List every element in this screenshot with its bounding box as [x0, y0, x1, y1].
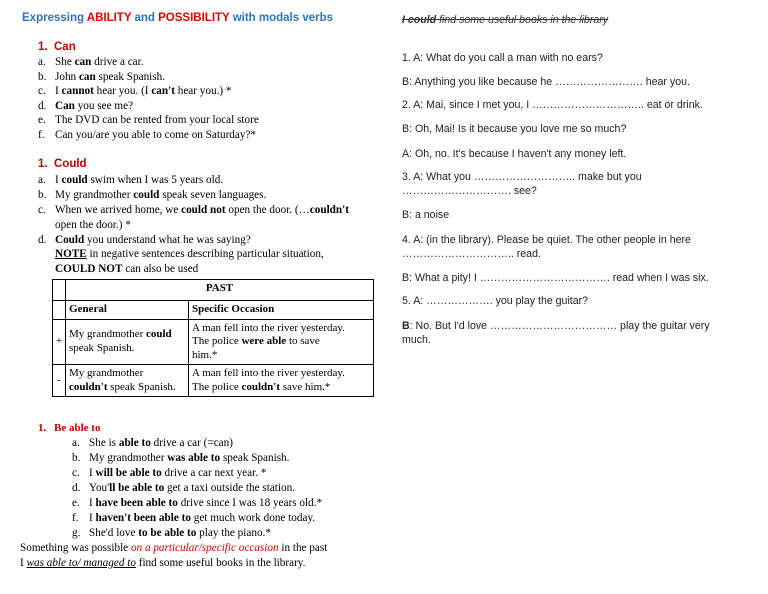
can-list [38, 55, 259, 142]
exercise-5-b-cont: much. [402, 334, 431, 346]
exercise-5-b: B: No. But I'd love ……………………………… play the guitar very [402, 320, 710, 332]
list-item: f. I haven't been able to get much work done today. [72, 512, 316, 524]
list-item: c. I will be able to drive a car next year. * [72, 467, 267, 479]
list-marker: e. [72, 497, 80, 509]
exercise-4-b: B: What a pity! I ………………………………. read when I was six. [402, 272, 709, 284]
exercise-1-a: 1. A: What do you call a man with no ears? [402, 52, 603, 64]
could-item-c-cont: open the door.) * [55, 219, 131, 231]
could-item-b: b. My grandmother could speak seven languages. [38, 189, 267, 201]
list-item: e. I have been able to drive since I was 18 years old.* [72, 497, 323, 509]
exercise-5-a: 5. A: ………………. you play the guitar? [402, 295, 589, 307]
exercise-4-a: 4. A: (in the library). Please be quiet. The other people in here [402, 234, 691, 246]
list-marker: c. [72, 467, 80, 479]
list-marker: f. [38, 128, 45, 141]
strikethrough-sentence: I could find some useful books in the library [402, 14, 609, 26]
list-item: e. The DVD can be rented from your local store [38, 114, 259, 126]
heading-could: 1. Could [38, 158, 87, 170]
exercise-4-a-cont: ………………………….. read. [402, 248, 541, 260]
table-cell: A man fell into the river yesterday. The police were able to save him.* [189, 319, 374, 365]
exercise-2-c: A: Oh, no. It's because I haven't any money left. [402, 148, 627, 160]
could-note: NOTE in negative sentences describing particular situation, [55, 248, 324, 260]
table-cell: My grandmother couldn't speak Spanish. [66, 365, 189, 397]
table-empty-cell [53, 301, 66, 320]
list-marker: b. [38, 70, 47, 83]
list-marker: a. [38, 56, 46, 68]
table-header-specific: Specific Occasion [189, 301, 374, 320]
exercise-3-a: 3. A: What you ……………………….. make but you [402, 171, 642, 183]
footer-line-2: I was able to/ managed to find some useful books in the library. [20, 557, 306, 569]
exercise-1-b: B: Anything you like because he ……………………. hear you. [402, 76, 690, 88]
exercise-2-b: B: Oh, Mai! Is it because you love me so much? [402, 123, 627, 135]
list-marker: f. [72, 512, 79, 524]
list-marker: e. [38, 114, 46, 126]
list-item: f. Can you/are you able to come on Saturday?* [38, 128, 257, 141]
table-sign-minus: - [53, 365, 66, 397]
list-item: g. She'd love to be able to play the piano.* [72, 527, 271, 539]
list-item: d. Can you see me? [38, 99, 133, 112]
exercise-2-a: 2. A: Mai, since I met you, I ………………………….. eat or drink. [402, 99, 703, 111]
page-title: Expressing ABILITY and POSSIBILITY with modals verbs [22, 12, 334, 24]
table-corner [53, 280, 66, 301]
table-title: PAST [66, 280, 374, 301]
list-marker: c. [38, 85, 46, 97]
could-item-d: d. Could you understand what he was saying? [38, 234, 251, 246]
list-marker: d. [72, 482, 81, 494]
could-item-a: a. I could swim when I was 5 years old. [38, 174, 224, 186]
list-marker: d. [38, 99, 47, 112]
list-item: b. John can speak Spanish. [38, 70, 166, 83]
past-table [52, 279, 374, 397]
list-item: b. My grandmother was able to speak Spanish. [72, 452, 290, 464]
list-item: a. She can drive a car. [38, 56, 144, 68]
exercise-3-a-cont: …………………………. see? [402, 185, 537, 197]
list-item: c. I cannot hear you. (I can't hear you.) * [38, 85, 232, 97]
could-item-c: c. When we arrived home, we could not open the door. (…couldn't [38, 204, 349, 216]
table-cell: A man fell into the river yesterday. The police couldn't save him.* [189, 365, 374, 397]
table-cell: My grandmother could speak Spanish. [66, 319, 189, 365]
be-able-list [72, 436, 322, 541]
table-sign-plus: + [53, 319, 66, 365]
table-header-general: General [66, 301, 189, 320]
heading-can: 1. Can [38, 41, 76, 53]
list-marker: g. [72, 527, 81, 539]
footer-line-1: Something was possible on a particular/specific occasion in the past [20, 542, 328, 554]
list-item: d. You'll be able to get a taxi outside the station. [72, 482, 295, 494]
exercise-3-b: B: a noise [402, 209, 450, 221]
list-marker: a. [72, 437, 80, 449]
heading-be-able-to: 1. Be able to [38, 422, 101, 434]
could-note-2: COULD NOT can also be used [55, 263, 199, 275]
list-marker: b. [72, 452, 81, 464]
list-item: a. She is able to drive a car (=can) [72, 437, 233, 449]
